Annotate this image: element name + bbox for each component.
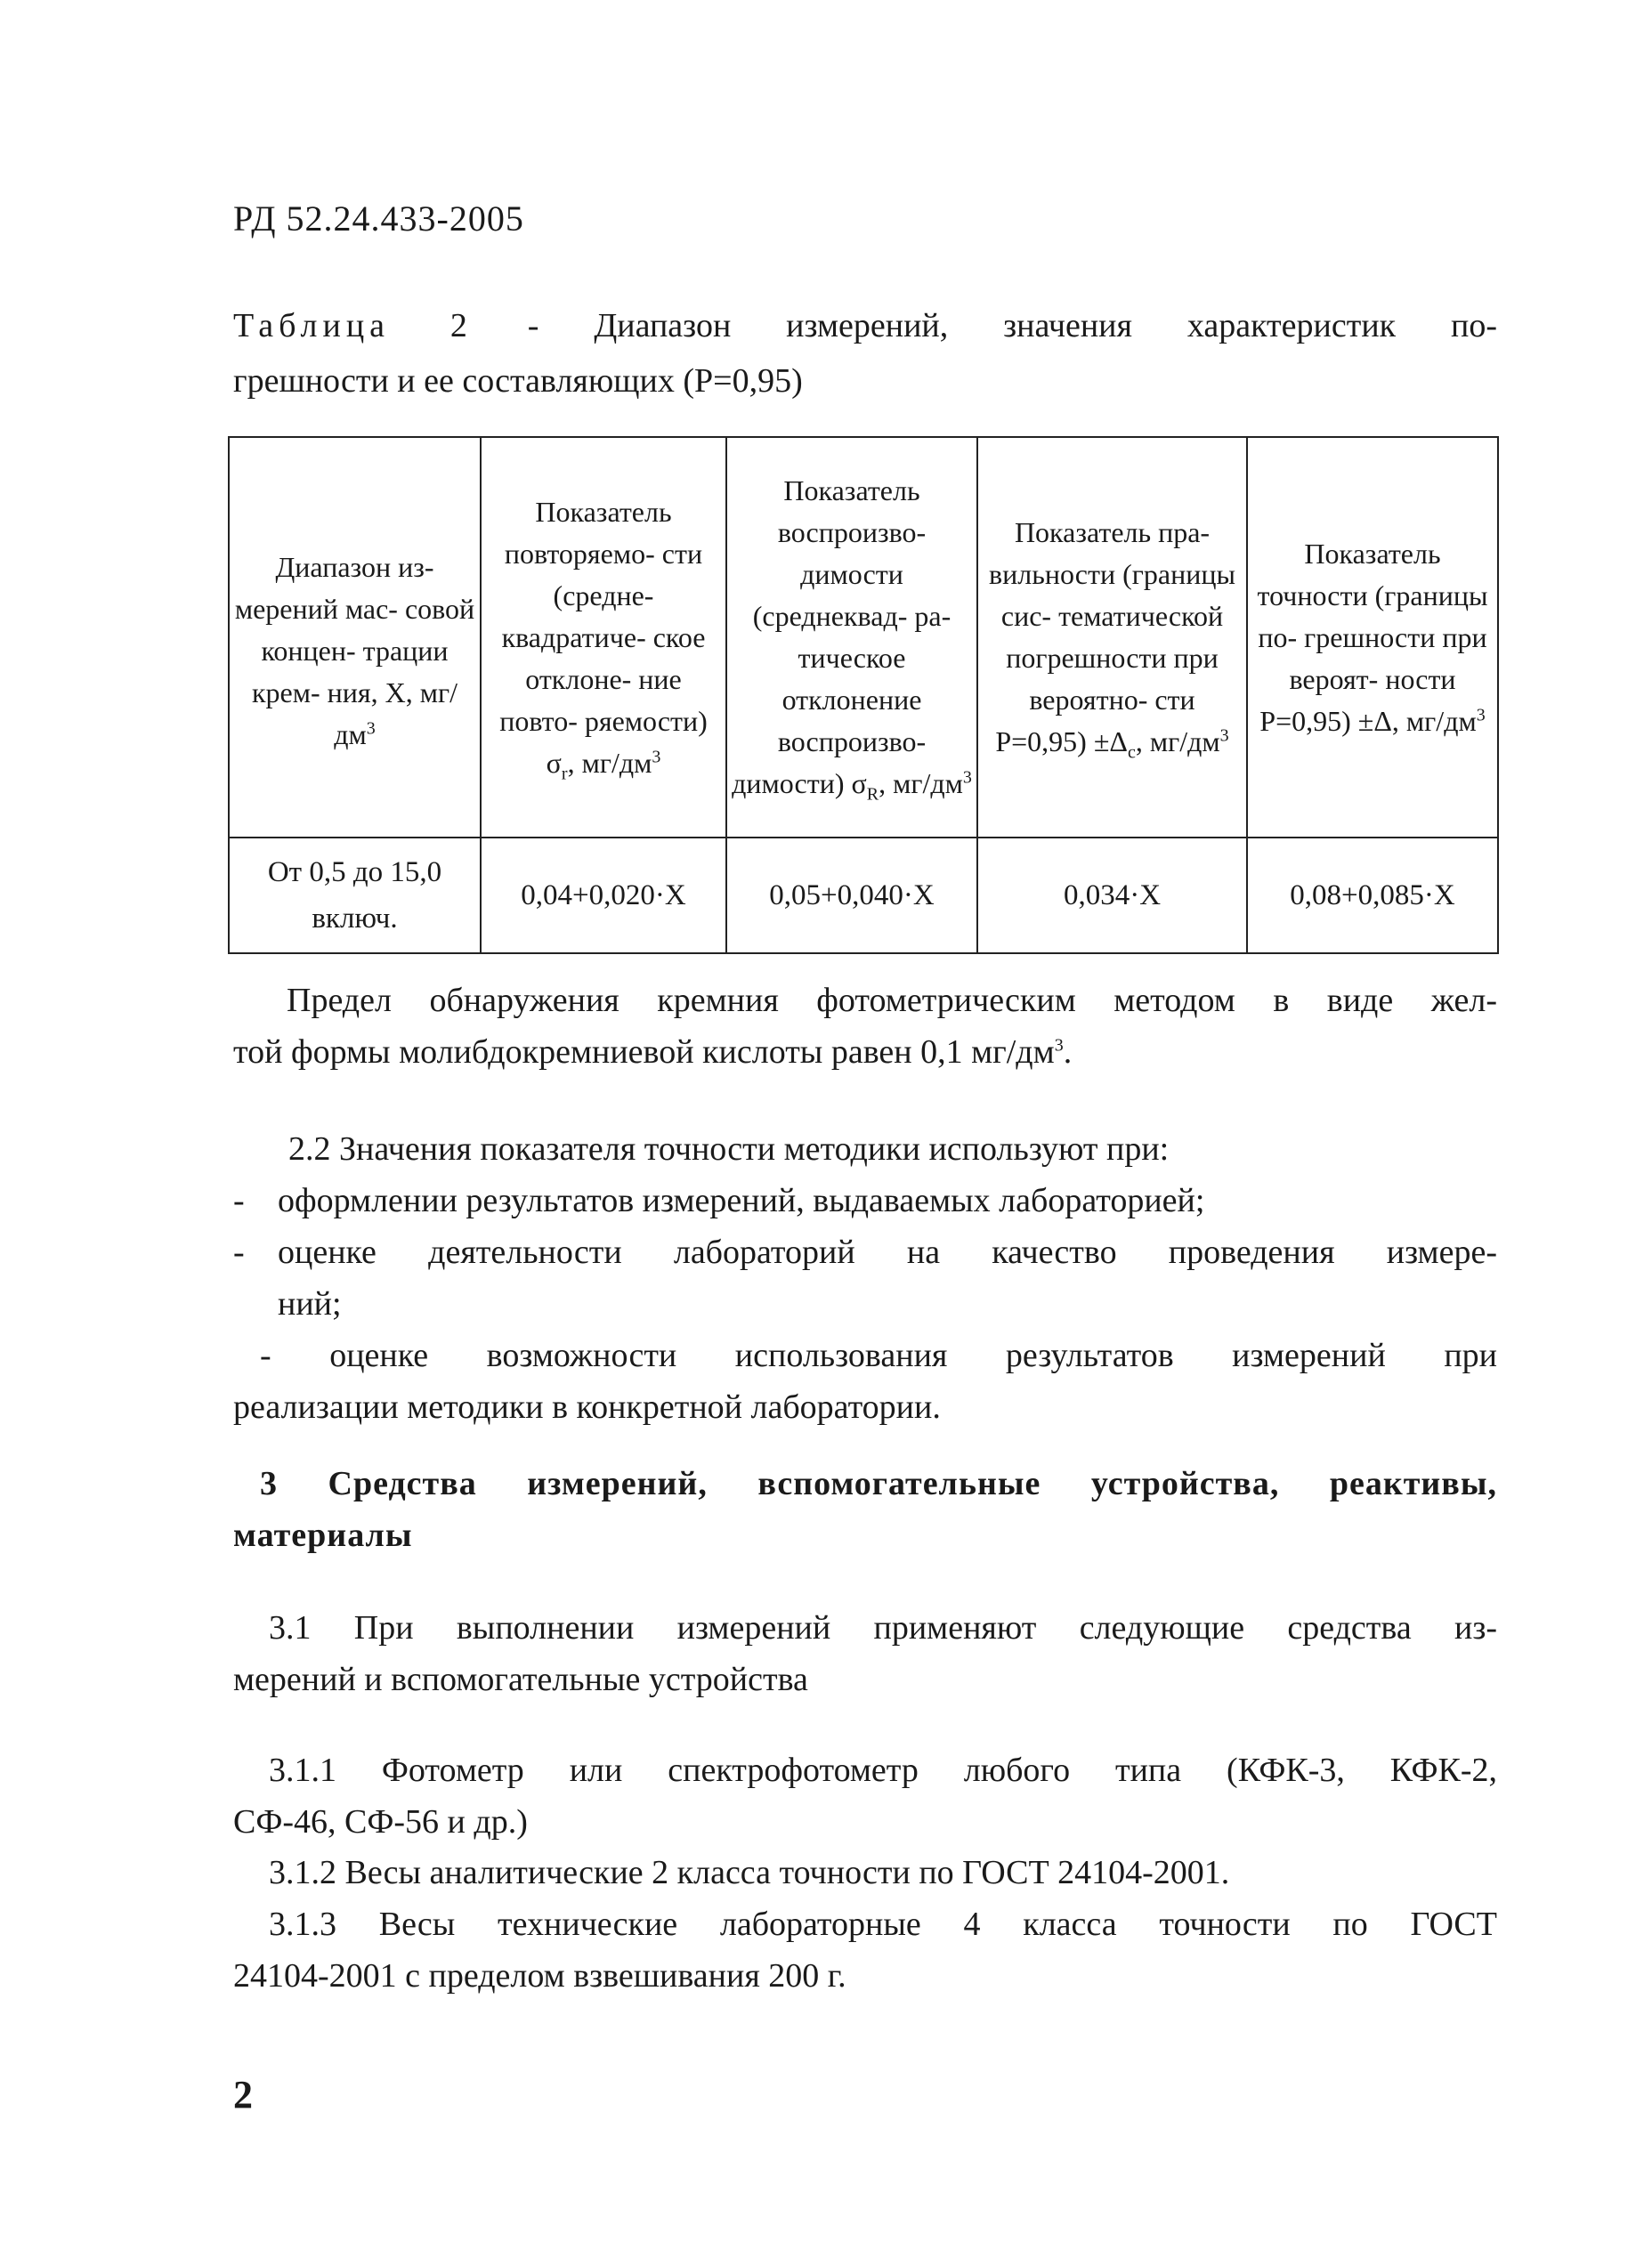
list-item-continuation: ний;: [278, 1285, 342, 1323]
page-number: 2: [233, 2073, 253, 2117]
paragraph-3-1: 3.1 При выполнении измерений применяют следующие средства из- мерений и вспомогательные устройства: [233, 1609, 1497, 1698]
cell-range: От 0,5 до 15,0 включ.: [229, 838, 481, 953]
section-2-2-intro: 2.2 Значения показателя точности методики используют при:: [288, 1130, 1170, 1168]
header-trueness: Показатель пра- вильности (границы сис- тематической погрешности при вероятно- сти $Р=0,95) \pm\Delta_c$, $мг/дм^3$: [977, 437, 1247, 838]
document-code: РД 52.24.433-2005: [233, 198, 524, 239]
section-2-2: [233, 1123, 1497, 1433]
list-item: - оценке возможности использования результатов измерений при: [260, 1337, 1497, 1374]
accuracy-table: [228, 436, 1499, 954]
paragraph-3-1-3: 3.1.3 Весы технические лабораторные 4 класса точности по ГОСТ 24104-2001 с пределом взвешивания 200 г.: [233, 1906, 1497, 1995]
table-caption: [233, 298, 1497, 409]
header-reproducibility: Показатель воспроизво- димости (среднеквад- ра-тическое отклонение воспроизво- димости) $\sigma_R$, $мг/дм^3$: [726, 437, 977, 838]
list-item-continuation: реализации методики в конкретной лаборатории.: [233, 1388, 941, 1426]
list-item: - оценке деятельности лабораторий на качество проведения измере-: [233, 1234, 1497, 1271]
paragraph-3-1-2: 3.1.2 Весы аналитические 2 класса точности по ГОСТ 24104-2001.: [269, 1854, 1230, 1891]
table-caption-text: - Диапазон измерений, значения характеристик по-: [527, 307, 1497, 344]
section-3-heading: 3 Средства измерений, вспомогательные устройства, реактивы, материалы: [233, 1465, 1497, 1554]
header-accuracy: Показатель точности (границы по- грешности при вероят- ности Р=0,95) ±Δ, $мг/дм^3$: [1247, 437, 1498, 838]
detection-limit-paragraph: Предел обнаружения кремния фотометрическим методом в виде жел- той формы молибдокремниевой кислоты равен 0,1 $мг/дм^3$.: [233, 982, 1497, 1071]
table-caption-label: Таблица 2: [233, 307, 473, 344]
cell-accuracy: 0,08+0,085·Х: [1247, 838, 1498, 953]
table-row: [229, 838, 1498, 953]
header-repeatability: Показатель повторяемо- сти (средне- квадратиче- ское отклоне- ние повто- ряемости) $\sigma_r$, $мг/дм^3$: [481, 437, 726, 838]
header-range: Диапазон из- мерений мас- совой концен- трации крем- ния, Х, $мг/дм^3$: [229, 437, 481, 838]
cell-reproducibility: 0,05+0,040·Х: [726, 838, 977, 953]
table-header-row: [229, 437, 1498, 838]
table-caption-line2: грешности и ее составляющих (Р=0,95): [233, 362, 803, 400]
cell-repeatability: 0,04+0,020·Х: [481, 838, 726, 953]
paragraph-3-1-1: 3.1.1 Фотометр или спектрофотометр любого типа (КФК-3, КФК-2, СФ-46, СФ-56 и др.): [233, 1752, 1497, 1841]
list-item: - оформлении результатов измерений, выдаваемых лабораторией;: [233, 1182, 1205, 1219]
cell-trueness: 0,034·Х: [977, 838, 1247, 953]
